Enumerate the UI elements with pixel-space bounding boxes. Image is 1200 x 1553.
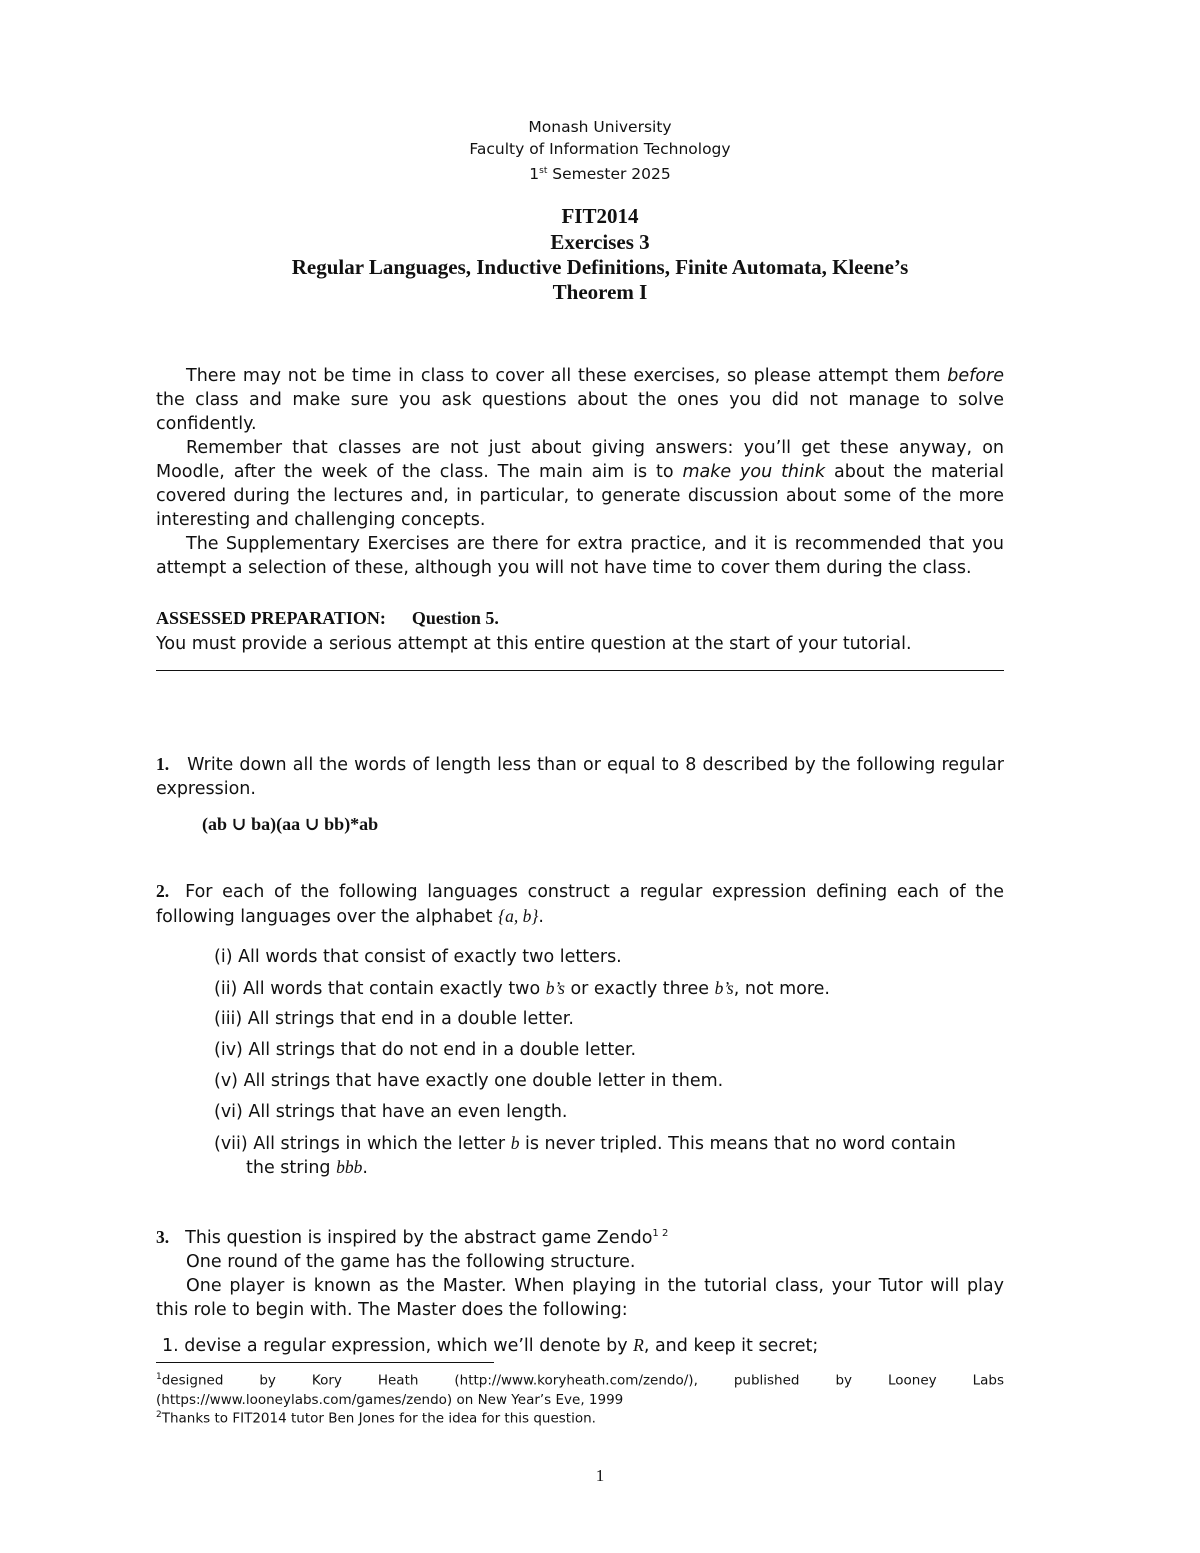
q3-intro-line: 3. This question is inspired by the abstract game Zendo$^{1 2}$: [156, 1226, 669, 1248]
footnote-rule: [156, 1362, 494, 1363]
q2-item-i: (i) All words that consist of exactly two letters.: [214, 947, 622, 967]
intro-paragraph-1: There may not be time in class to cover all these exercises, so please attempt them before the class and make sure you ask questions about the ones you did not manage to solve confidently.: [156, 366, 1004, 434]
intro-paragraph-2: Remember that classes are not just about giving answers: you’ll get these anyway, on Moodle, after the week of the class. The main aim is to make you think about the material covered during the lectures and, in particular, to generate discussion about some of the more interesting and challenging concepts.: [156, 438, 1004, 530]
assessed-heading: ASSESSED PREPARATION: Question 5.: [156, 608, 499, 628]
exercise-title: Exercises 3: [550, 230, 650, 254]
question-1: 1. Write down all the words of length less than or equal to 8 described by the following regular expression.: [156, 754, 1004, 799]
question-3: [156, 1222, 1004, 1322]
intro-text: [156, 364, 1004, 580]
q3-structure-line: One round of the game has the following structure.: [186, 1251, 636, 1272]
q2-item-vi: (vi) All strings that have an even length.: [214, 1102, 568, 1122]
q1-regular-expression: (ab ∪ ba)(aa ∪ bb)*ab: [202, 814, 379, 834]
q2-item-iii: (iii) All strings that end in a double letter.: [214, 1009, 574, 1029]
semester-line: 1st Semester 2025: [529, 165, 671, 184]
footnote-2: $^2$Thanks to FIT2014 tutor Ben Jones for the idea for this question.: [156, 1410, 596, 1427]
course-code: FIT2014: [561, 204, 639, 228]
q2-item-v: (v) All strings that have exactly one double letter in them.: [214, 1071, 724, 1091]
question-2: 2. For each of the following languages construct a regular expression defining each of the following languages over the alphabet {a, b}.: [156, 881, 1004, 927]
university-name: Monash University: [528, 118, 672, 136]
faculty-name: Faculty of Information Technology: [469, 140, 731, 158]
intro-paragraph-3: The Supplementary Exercises are there for extra practice, and it is recommended that you attempt a selection of these, although you will not have time to cover them during the class.: [156, 534, 1004, 578]
q3-master-line: One player is known as the Master. When playing in the tutorial class, your Tutor will play this role to begin with. The Master does the following:: [156, 1275, 1004, 1320]
q2-item-iv: (iv) All strings that do not end in a double letter.: [214, 1040, 637, 1060]
q2-item-ii: (ii) All words that contain exactly two b’s or exactly three b’s, not more.: [214, 978, 830, 999]
q3-step-1: 1. devise a regular expression, which we’ll denote by R, and keep it secret;: [162, 1335, 819, 1356]
topic-title-line1: Regular Languages, Inductive Definitions, Finite Automata, Kleene’s: [291, 255, 909, 279]
q2-item-vii-cont: the string bbb.: [246, 1157, 368, 1178]
topic-title-line2: Theorem I: [552, 280, 648, 304]
section-divider: [156, 670, 1004, 671]
footnote-1: $^1$designed by Kory Heath (http://www.koryheath.com/zendo/), published by Looney Labs (https://www.looneylabs.com/games/zendo) on New Year’s Eve, 1999: [156, 1372, 1004, 1408]
page-number: 1: [595, 1466, 605, 1485]
assessed-instruction: You must provide a serious attempt at this entire question at the start of your tutorial.: [156, 634, 912, 654]
q2-item-vii: (vii) All strings in which the letter b is never tripled. This means that no word contain: [214, 1133, 956, 1154]
